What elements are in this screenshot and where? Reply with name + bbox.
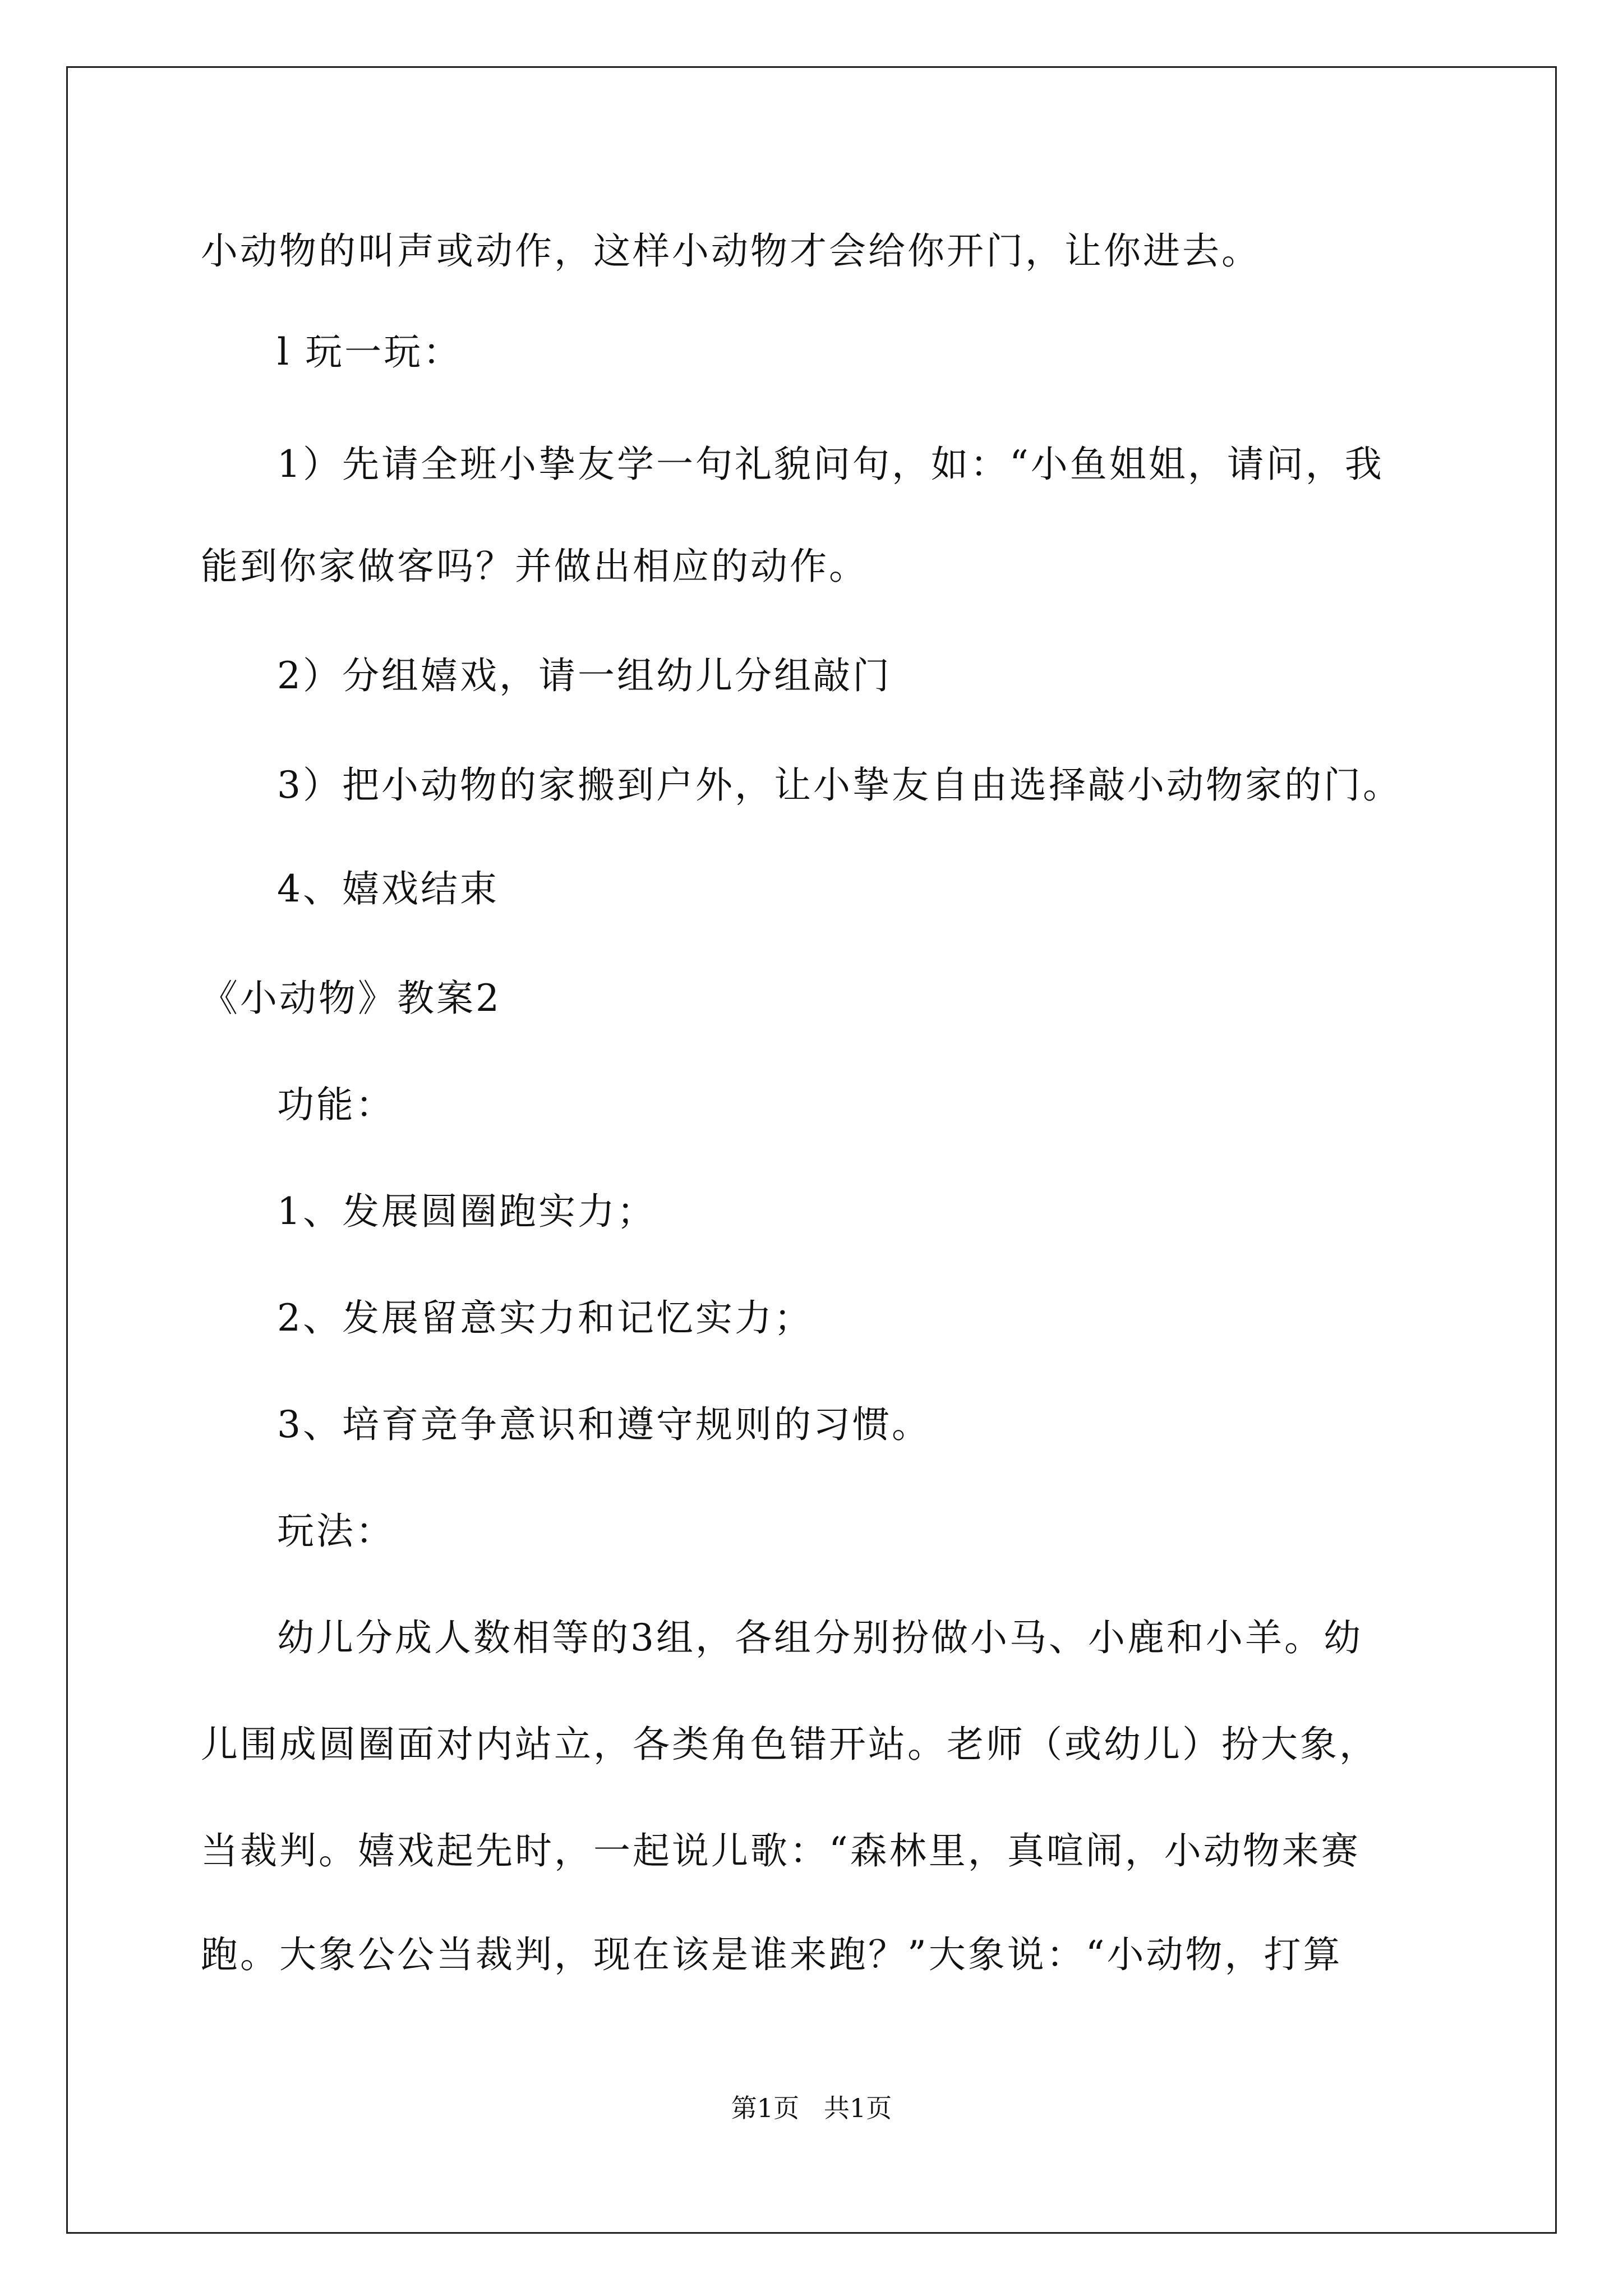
text-line: 1）先请全班小挚友学一句礼貌问句，如：“小鱼姐姐，请问，我 [277, 443, 1384, 486]
page-number: 第1页 共1页 [731, 2093, 892, 2123]
text-line: 幼儿分成人数相等的3组，各组分别扮做小马、小鹿和小羊。幼 [277, 1616, 1363, 1659]
text-line: 4、嬉戏结束 [277, 867, 499, 910]
text-line: 3）把小动物的家搬到户外，让小挚友自由选择敲小动物家的门。 [277, 763, 1402, 807]
text-line: 玩法： [277, 1510, 395, 1553]
text-line: l 玩一玩： [277, 330, 463, 374]
text-line: 当裁判。嬉戏起先时，一起说儿歌：“森林里，真喧闹，小动物来赛 [201, 1829, 1361, 1872]
text-line: 功能： [277, 1083, 395, 1126]
text-line: 3、培育竞争意识和遵守规则的习惯。 [277, 1403, 931, 1446]
text-line: 2）分组嬉戏，请一组幼儿分组敲门 [277, 654, 892, 697]
text-line: 1、发展圆圈跑实力； [277, 1190, 656, 1233]
text-line: 能到你家做客吗？并做出相应的动作。 [201, 545, 868, 588]
section-heading: 《小动物》教案2 [201, 977, 501, 1020]
text-line: 小动物的叫声或动作，这样小动物才会给你开门，让你进去。 [201, 229, 1261, 273]
page-border [66, 66, 1557, 2234]
text-line: 儿围成圆圈面对内站立，各类角色错开站。老师（或幼儿）扮大象， [201, 1723, 1378, 1766]
text-line: 2、发展留意实力和记忆实力； [277, 1296, 813, 1340]
text-line: 跑。大象公公当裁判，现在该是谁来跑？”大象说：“小动物，打算 [201, 1933, 1343, 1976]
